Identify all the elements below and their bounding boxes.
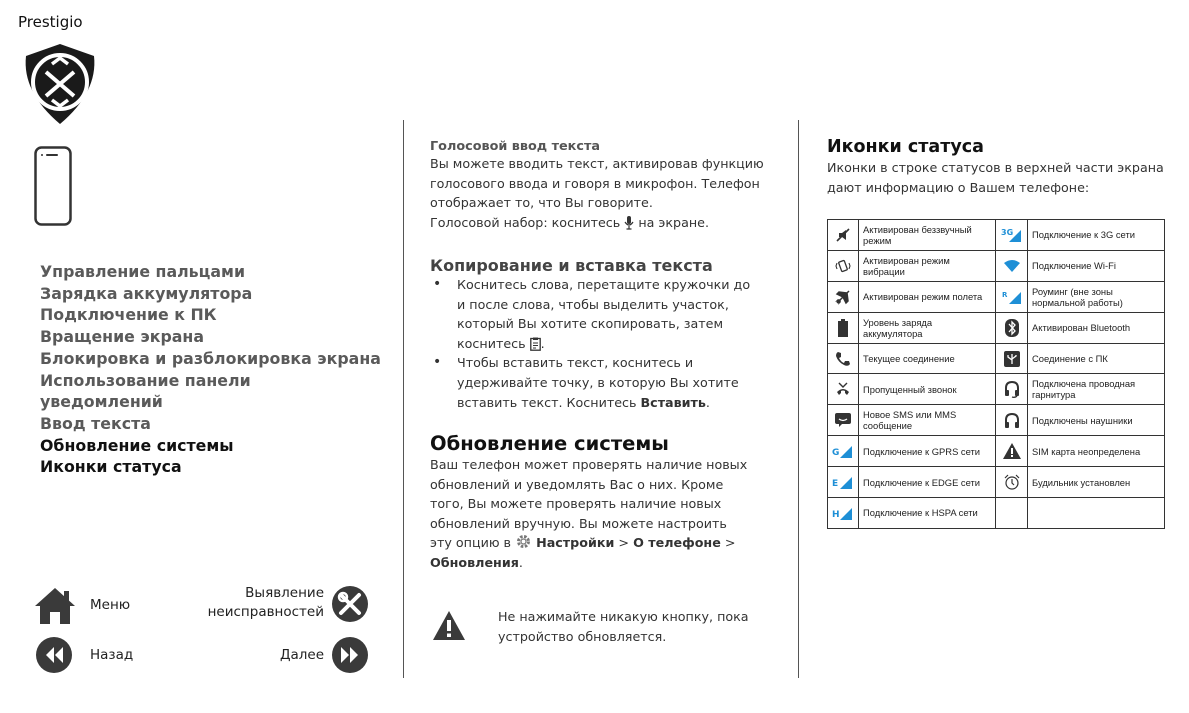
alarm-icon [1004, 474, 1020, 490]
status-label: Уровень заряда аккумулятора [859, 312, 996, 343]
status-label: Активирован режим полета [859, 281, 996, 312]
airplane-icon [835, 289, 851, 305]
toc-item[interactable]: уведомлений [40, 392, 163, 412]
system-update-section [430, 432, 775, 573]
table-row [828, 281, 1165, 312]
toc-item[interactable]: Ввод текста [40, 413, 151, 433]
sim-alert-icon [1003, 443, 1021, 459]
voice-text: Вы можете вводить текст, активировав функцию [430, 156, 764, 171]
status-label: Будильник установлен [1028, 467, 1165, 498]
status-intro: дают информацию о Вашем телефоне: [827, 179, 1090, 195]
table-row [828, 436, 1165, 467]
update-text: обновлений вручную. Вы можете настроить [430, 515, 727, 531]
status-label: Роуминг (вне зоны нормальной работы) [1028, 281, 1165, 312]
status-label: Новое SMS или MMS сообщение [859, 405, 996, 436]
status-label: Подключение к GPRS сети [859, 436, 996, 467]
clipboard-icon [530, 337, 541, 351]
svg-text:E: E [832, 479, 839, 490]
toc-item-current[interactable]: Иконки статуса [40, 457, 182, 477]
status-label: Подключена проводная гарнитура [1028, 374, 1165, 405]
toc-item[interactable]: Зарядка аккумулятора [40, 283, 253, 303]
status-icons-section [827, 136, 1167, 197]
silent-mode-icon [835, 227, 851, 243]
battery-icon [837, 319, 849, 337]
status-intro: Иконки в строке статусов в верхней части экрана [827, 160, 1164, 175]
roaming-icon [1001, 289, 1023, 305]
status-label: Активирован Bluetooth [1028, 312, 1165, 343]
copy-paste-section [430, 256, 775, 412]
column-divider [403, 120, 404, 678]
network-edge-icon [832, 474, 854, 490]
status-label: Активирован беззвучный режим [859, 220, 996, 251]
update-option-text: Обновления. [430, 554, 523, 570]
svg-text:G: G [832, 448, 840, 459]
svg-text:H: H [832, 509, 840, 520]
toc-item[interactable]: Вращение экрана [40, 327, 205, 347]
status-label: Подключение к EDGE сети [859, 467, 996, 498]
column-divider [798, 120, 799, 678]
status-label: Подключены наушники [1028, 405, 1165, 436]
status-label: Соединение с ПК [1028, 343, 1165, 374]
back-icon[interactable] [36, 637, 72, 673]
tools-icon[interactable] [332, 586, 368, 622]
brand-name: Prestigio [18, 13, 83, 31]
voice-text: голосового ввода и говоря в микрофон. Телефон [430, 175, 760, 191]
network-3g-icon [1001, 227, 1023, 243]
list-item: • Коснитесь слова, перетащите кружочки до и после слова, чтобы выделить участок, который Вы хотите скопировать, затем коснитесь . [430, 275, 775, 353]
status-label: Текущее соединение [859, 343, 996, 374]
table-row [828, 374, 1165, 405]
empty-cell [996, 498, 1028, 529]
wired-headset-icon [1004, 380, 1020, 398]
status-icons-table [827, 219, 1165, 529]
svg-text:R: R [1001, 290, 1007, 299]
toc-item[interactable]: Блокировка и разблокировка экрана [40, 348, 381, 368]
table-row [828, 220, 1165, 251]
table-row [828, 498, 1165, 529]
update-text: Ваш телефон может проверять наличие новых [430, 457, 748, 472]
warning-text: Не нажимайте никакую кнопку, пока [498, 609, 749, 624]
status-label: Подключение к 3G сети [1028, 220, 1165, 251]
bluetooth-icon [1005, 319, 1019, 337]
table-row [828, 343, 1165, 374]
update-heading: Обновление системы [430, 432, 669, 455]
missed-call-icon [835, 381, 851, 397]
status-label: Пропущенный звонок [859, 374, 996, 405]
copy-bullets [430, 275, 775, 412]
table-row [828, 467, 1165, 498]
update-text: обновлений и уведомлять Вас о них. Кроме [430, 476, 724, 492]
empty-cell [1028, 498, 1165, 529]
troubleshoot-link[interactable] [180, 584, 324, 622]
status-label: SIM карта неопределена [1028, 436, 1165, 467]
copy-heading: Копирование и вставка текста [430, 256, 713, 275]
voice-input-section [430, 139, 775, 232]
table-row [828, 250, 1165, 281]
warning-text: устройство обновляется. [498, 628, 667, 644]
troubleshoot-label-2: неисправностей [207, 604, 324, 620]
voice-dial-text: Голосовой набор: коснитесь на экране. [430, 214, 710, 230]
network-gprs-icon [832, 443, 854, 459]
status-label: Подключение к HSPA сети [859, 498, 996, 529]
prestigio-logo-icon [20, 42, 100, 126]
status-heading: Иконки статуса [827, 137, 984, 157]
next-link[interactable]: Далее [279, 647, 324, 663]
toc-item[interactable]: Управление пальцами [40, 262, 246, 281]
voice-heading: Голосовой ввод текста [430, 139, 600, 154]
update-text: того, Вы можете проверять наличие новых [430, 496, 722, 512]
status-label: Подключение Wi-Fi [1028, 250, 1165, 281]
settings-gear-icon [515, 533, 532, 550]
warning-note [498, 607, 788, 646]
table-row [828, 405, 1165, 436]
sms-icon [835, 413, 851, 427]
toc-item-current[interactable]: Обновление системы [40, 435, 234, 455]
toc-item[interactable]: Использование панели [40, 370, 251, 390]
voice-text: отображает то, что Вы говорите. [430, 195, 653, 211]
back-link[interactable]: Назад [90, 647, 134, 663]
home-icon[interactable] [33, 586, 77, 626]
vibration-icon [835, 258, 851, 274]
svg-text:3G: 3G [1000, 227, 1013, 237]
microphone-icon [624, 216, 634, 230]
wifi-icon [1003, 259, 1021, 273]
toc-list [40, 261, 400, 478]
menu-link[interactable]: Меню [90, 597, 131, 613]
toc-item[interactable]: Подключение к ПК [40, 305, 217, 325]
phone-call-icon [835, 351, 851, 367]
troubleshoot-label-1: Выявление [245, 585, 324, 601]
status-label: Активирован режим вибрации [859, 250, 996, 281]
headphones-icon [1004, 412, 1020, 428]
warning-icon [432, 610, 466, 641]
phone-icon [34, 146, 72, 226]
network-hspa-icon [832, 505, 854, 521]
forward-icon[interactable] [332, 637, 368, 673]
list-item: • Чтобы вставить текст, коснитесь и удерживайте точку, в которую Вы хотите вставить текст. Коснитесь Вставить. [430, 353, 775, 412]
table-row [828, 312, 1165, 343]
update-option-text: эту опцию в Настройки > О телефоне > [430, 535, 736, 551]
usb-icon [1004, 351, 1020, 367]
